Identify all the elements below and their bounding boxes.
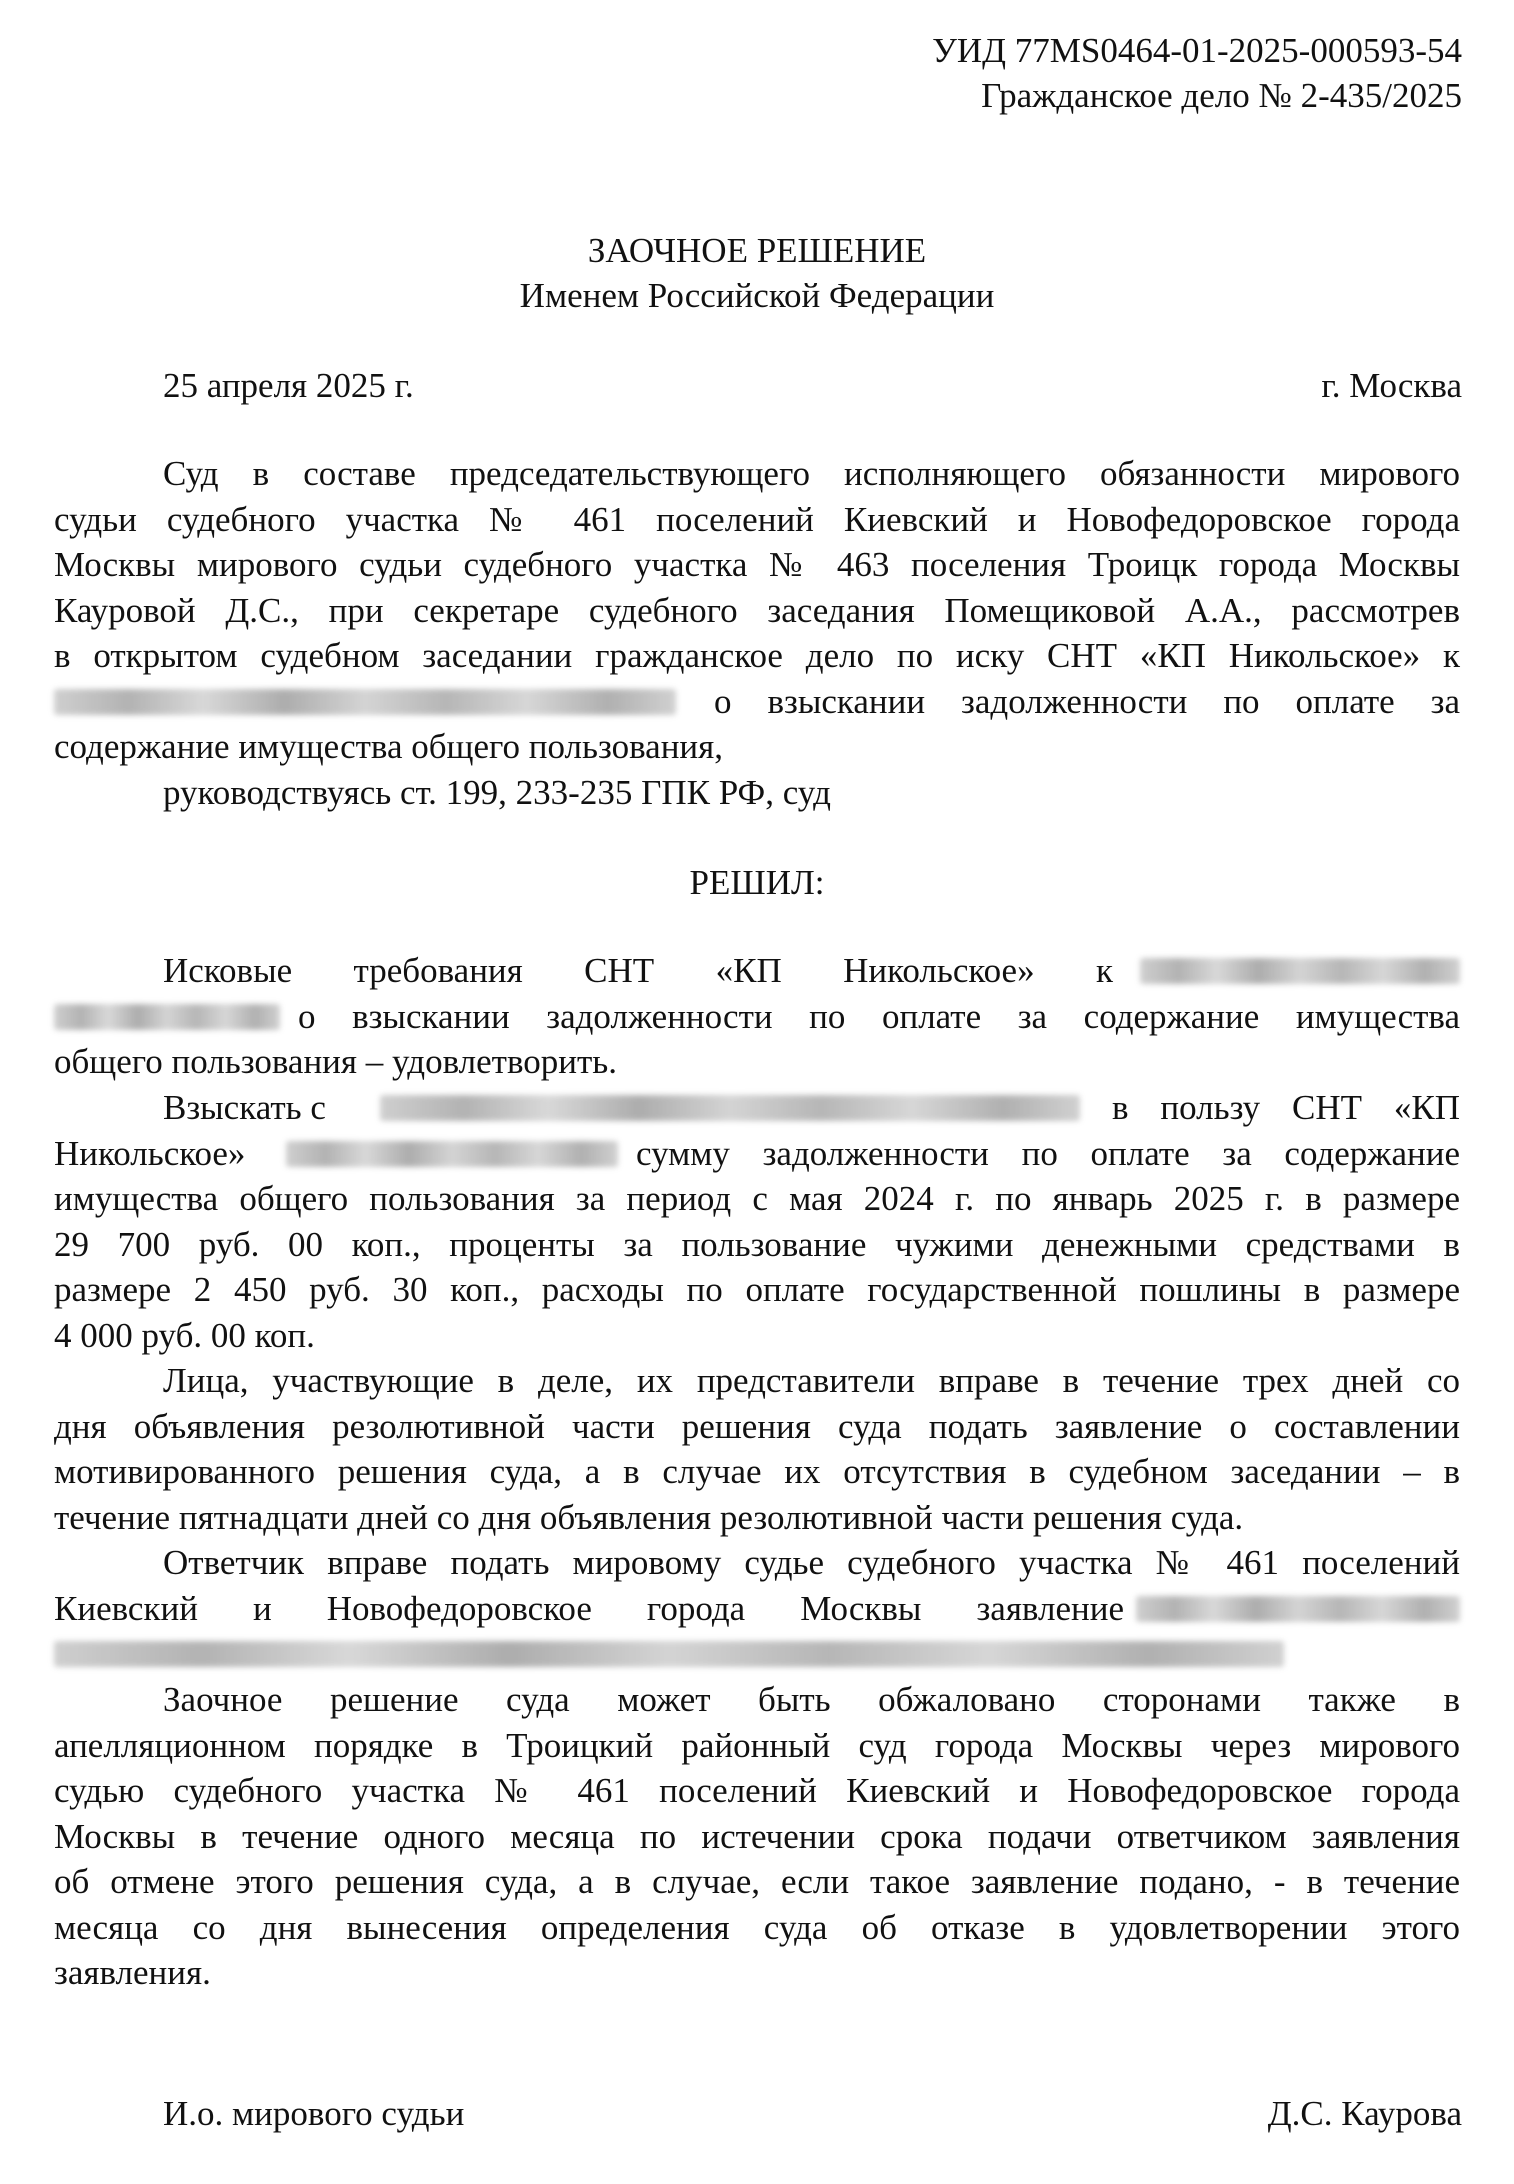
reasoned-line: дня объявления резолютивной части решения суда подать заявление о составлении <box>54 1406 1460 1446</box>
intro-line: судьи судебного участка № 461 поселений Киевский и Новофедоровское города <box>54 499 1460 539</box>
reasoned-line: мотивированного решения суда, а в случае их отсутствия в судебном заседании – в <box>54 1452 1460 1491</box>
claims-line-with-redaction <box>54 994 1460 1040</box>
intro-line: Суд в составе председательствующего исполняющего обязанности мирового <box>163 454 1460 493</box>
intro-paragraph <box>54 451 1460 770</box>
intro-line: содержание имущества общего пользования, <box>54 727 723 766</box>
claims-line: общего пользования – удовлетворить. <box>54 1042 617 1081</box>
redacted-defendant-name <box>54 689 676 715</box>
appeal-line: апелляционном порядке в Троицкий районный суд города Москвы через мирового <box>54 1725 1460 1765</box>
redacted-defendant-details <box>380 1095 1080 1121</box>
cancellation-line: Ответчик вправе подать мировому судье судебного участка № 461 поселений <box>163 1543 1460 1582</box>
appeal-paragraph <box>54 1677 1460 1996</box>
claims-line-head: Исковые требования СНТ «КП Никольское» к <box>163 951 1113 990</box>
intro-line-tail: о взыскании задолженности по оплате за <box>714 681 1460 721</box>
cancellation-line-head: Киевский и Новофедоровское города Москвы заявление <box>54 1588 1124 1628</box>
recovery-line: 4 000 руб. 00 коп. <box>54 1315 315 1355</box>
recovery-line-with-redaction <box>54 1131 1460 1177</box>
redacted-text <box>1136 1596 1460 1622</box>
appeal-line: месяца со дня вынесения определения суда об отказе в удовлетворении этого <box>54 1907 1460 1947</box>
appeal-line: Москвы в течение одного месяца по истечении срока подачи ответчиком заявления <box>54 1816 1460 1856</box>
recovery-paragraph <box>54 1085 1460 1358</box>
decision-city: г. Москва <box>1321 366 1462 405</box>
recovery-line-head: Взыскать с <box>163 1088 326 1127</box>
reasoned-decision-paragraph <box>54 1358 1460 1540</box>
document-uid: УИД 77MS0464-01-2025-000593-54 <box>932 31 1462 70</box>
recovery-line: 29 700 руб. 00 коп., проценты за пользование чужими денежными средствами в <box>54 1224 1460 1264</box>
decision-date: 25 апреля 2025 г. <box>163 366 414 405</box>
reasoned-line: Лица, участвующие в деле, их представители вправе в течение трех дней со <box>163 1361 1460 1400</box>
appeal-line: об отмене этого решения суда, а в случае, если такое заявление подано, - в течение <box>54 1862 1460 1901</box>
reasoned-line: течение пятнадцати дней со дня объявления резолютивной части решения суда. <box>54 1497 1244 1537</box>
appeal-line: судью судебного участка № 461 поселений Киевский и Новофедоровское города <box>54 1771 1460 1810</box>
claims-paragraph <box>54 948 1460 1085</box>
redacted-plaintiff-details <box>286 1141 618 1167</box>
cancellation-paragraph <box>54 1540 1460 1677</box>
appeal-line: заявления. <box>54 1953 211 1992</box>
recovery-line-with-redaction <box>54 1085 1460 1131</box>
intro-line-with-redaction <box>54 679 1460 725</box>
case-number: Гражданское дело № 2-435/2025 <box>981 76 1462 115</box>
document-subtitle: Именем Российской Федерации <box>519 276 995 315</box>
recovery-line-tail: в пользу СНТ «КП <box>1112 1088 1460 1127</box>
decided-heading: РЕШИЛ: <box>689 863 825 902</box>
intro-line: в открытом судебном заседании гражданское дело по иску СНТ «КП Никольское» к <box>54 636 1460 675</box>
recovery-line-tail: сумму задолженности по оплате за содержание <box>636 1133 1460 1173</box>
redacted-defendant-name <box>1140 958 1460 984</box>
document-title: ЗАОЧНОЕ РЕШЕНИЕ <box>587 231 927 270</box>
cancellation-line-with-redaction <box>54 1586 1460 1632</box>
recovery-line: размере 2 450 руб. 30 коп., расходы по оплате государственной пошлины в размере <box>54 1270 1460 1309</box>
signature-position: И.о. мирового судьи <box>163 2094 465 2133</box>
cancellation-redacted-line <box>54 1631 1460 1677</box>
intro-line: Москвы мирового судьи судебного участка № 463 поселения Троицк города Москвы <box>54 545 1460 584</box>
guided-by-line: руководствуясь ст. 199, 233-235 ГПК РФ, суд <box>163 773 831 812</box>
intro-line: Кауровой Д.С., при секретаре судебного заседания Помещиковой А.А., рассмотрев <box>54 590 1460 630</box>
appeal-line: Заочное решение суда может быть обжаловано сторонами также в <box>163 1680 1460 1719</box>
recovery-line-head: Никольское» <box>54 1133 246 1173</box>
claims-line-tail: о взыскании задолженности по оплате за содержание имущества <box>298 996 1460 1036</box>
redacted-defendant-name <box>54 1004 280 1030</box>
recovery-line: имущества общего пользования за период с мая 2024 г. по январь 2025 г. в размере <box>54 1179 1460 1218</box>
signature-name: Д.С. Каурова <box>1267 2094 1462 2133</box>
claims-line-with-redaction <box>54 948 1460 994</box>
redacted-text <box>54 1641 1284 1667</box>
